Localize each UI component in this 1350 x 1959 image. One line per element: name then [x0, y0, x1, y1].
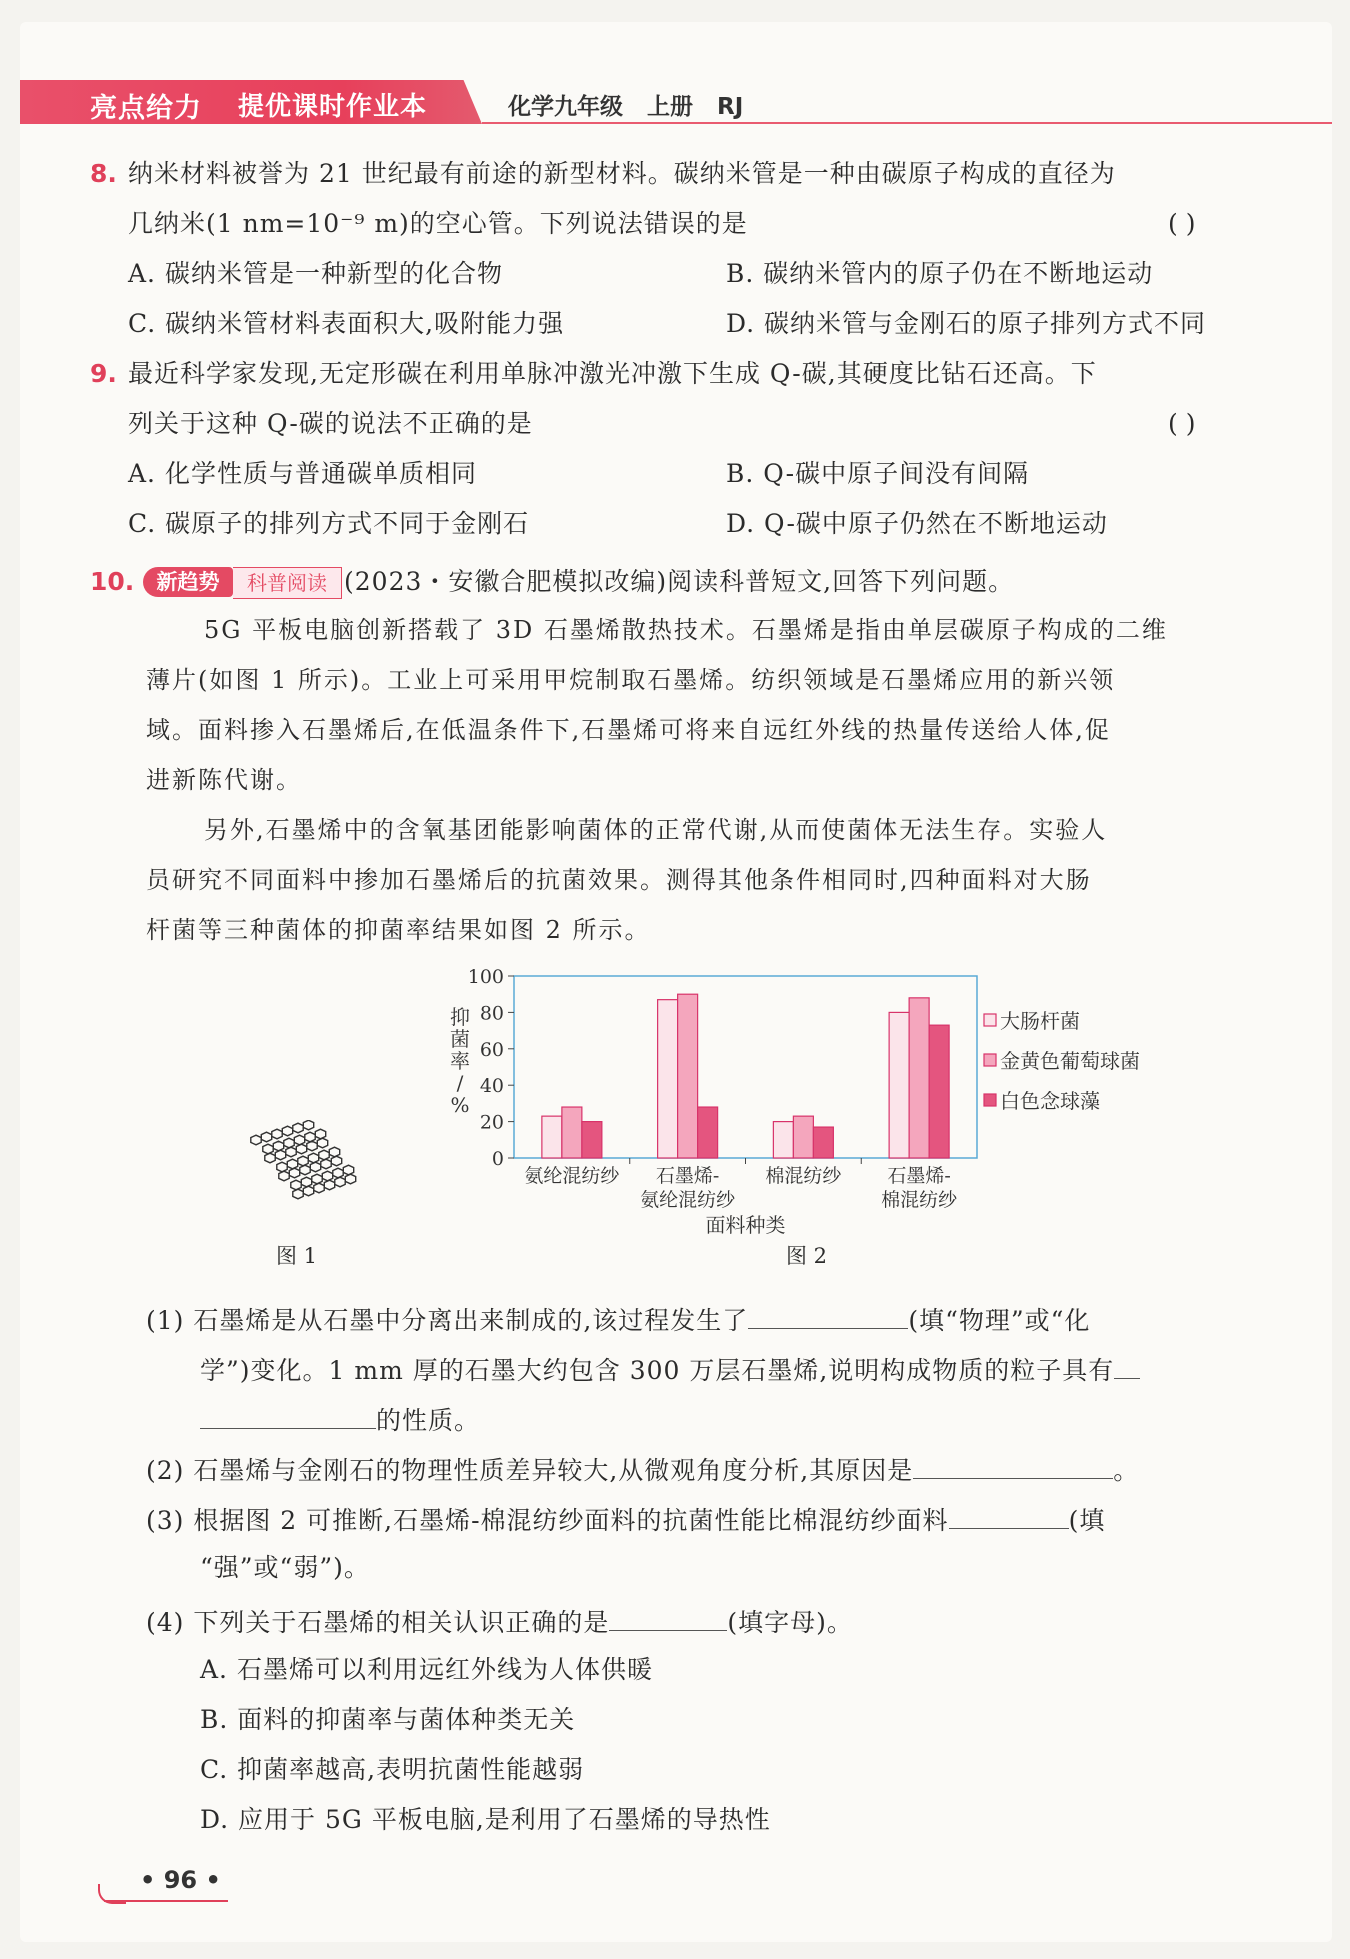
y-tick-label: 40 — [479, 1075, 504, 1098]
fig1-caption: 图 1 — [276, 1244, 318, 1268]
page-number: • 96 • — [140, 1866, 221, 1894]
q9-stem-line2: 列关于这种 Q-碳的说法不正确的是 — [128, 409, 533, 438]
q10-para1-line1: 5G 平板电脑创新搭载了 3D 石墨烯散热技术。石墨烯是指由单层碳原子构成的二维 — [204, 616, 1168, 644]
lattice-hexagon — [315, 1129, 325, 1139]
sub1-blank-2a[interactable] — [1114, 1352, 1140, 1379]
lattice-hexagon — [289, 1168, 299, 1178]
sub4-option-d: D. 应用于 5G 平板电脑,是利用了石墨烯的导热性 — [200, 1805, 771, 1834]
sub2-line: (2) 石墨烯与金刚石的物理性质差异较大,从微观角度分析,其原因是 。 — [146, 1452, 1139, 1487]
lattice-hexagon — [282, 1126, 292, 1136]
lattice-hexagon — [301, 1177, 311, 1187]
lattice-hexagon — [307, 1141, 317, 1151]
x-tick-label: 氨纶混纺纱 — [640, 1189, 736, 1211]
lattice-hexagon — [343, 1165, 353, 1175]
lattice-hexagon — [298, 1156, 308, 1166]
lattice-hexagon — [294, 1135, 304, 1145]
lattice-hexagon — [296, 1144, 306, 1154]
bar-1-2 — [698, 1107, 718, 1158]
q10-stem: (2023・安徽合肥模拟改编)阅读科普短文,回答下列问题。 — [344, 567, 1015, 596]
bar-3-0 — [889, 1012, 909, 1158]
y-tick-label: 100 — [467, 966, 504, 988]
footer-rule — [104, 1900, 228, 1902]
sub2-blank[interactable] — [913, 1452, 1113, 1479]
lattice-hexagon — [284, 1138, 294, 1148]
lattice-hexagon — [265, 1153, 275, 1163]
bar-3-1 — [909, 998, 929, 1158]
sub3-line2: “强”或“弱”)。 — [200, 1553, 370, 1582]
lattice-hexagon — [331, 1156, 341, 1166]
lattice-hexagon — [314, 1183, 324, 1193]
sub1-line1: (1) 石墨烯是从石墨中分离出来制成的,该过程发生了 (填“物理”或“化 — [146, 1302, 1090, 1337]
q8-number: 8. — [90, 159, 117, 188]
q10-para1-line3: 域。面料掺入石墨烯后,在低温条件下,石墨烯可将来自远红外线的热量传送给人体,促 — [146, 716, 1111, 744]
q9-stem-line1: 最近科学家发现,无定形碳在利用单脉冲激光冲激下生成 Q-碳,其硬度比钻石还高。下 — [128, 359, 1097, 388]
lattice-hexagon — [329, 1147, 339, 1157]
sub3-line1: (3) 根据图 2 可推断,石墨烯-棉混纺纱面料的抗菌性能比棉混纺纱面料 (填 — [146, 1502, 1105, 1537]
y-tick-label: 0 — [491, 1148, 504, 1170]
q9-option-b: B. Q-碳中原子间没有间隔 — [726, 459, 1030, 488]
legend-swatch-0 — [984, 1014, 996, 1026]
lattice-hexagon — [345, 1174, 355, 1184]
q10-para2-line2: 员研究不同面料中掺加石墨烯后的抗菌效果。测得其他条件相同时,四种面料对大肠 — [146, 866, 1092, 894]
q9-option-d: D. Q-碳中原子仍然在不断地运动 — [726, 509, 1108, 538]
lattice-hexagon — [322, 1171, 332, 1181]
q9-option-a: A. 化学性质与普通碳单质相同 — [128, 459, 477, 488]
sub1-blank-2b[interactable] — [200, 1402, 376, 1429]
x-tick-label: 石墨烯- — [887, 1165, 951, 1187]
bar-3-2 — [929, 1025, 949, 1158]
q8-stem-line2: 几纳米(1 nm=10⁻⁹ m)的空心管。下列说法错误的是 — [128, 209, 748, 238]
q10-para2-line3: 杆菌等三种菌体的抑菌率结果如图 2 所示。 — [146, 916, 651, 944]
q10-kind-tag: 科普阅读 — [233, 567, 342, 599]
q8-option-b: B. 碳纳米管内的原子仍在不断地运动 — [726, 259, 1154, 288]
y-tick-label: 80 — [479, 1002, 504, 1025]
bar-0-0 — [542, 1116, 562, 1158]
bar-2-1 — [793, 1116, 813, 1158]
lattice-hexagon — [272, 1129, 282, 1139]
lattice-hexagon — [261, 1132, 271, 1142]
legend-label-2: 白色念球藻 — [1000, 1089, 1100, 1113]
q10-number: 10. — [90, 567, 135, 596]
sub1-blank-1[interactable] — [748, 1302, 908, 1329]
bar-2-2 — [813, 1127, 833, 1158]
sub4-option-c: C. 抑菌率越高,表明抗菌性能越弱 — [200, 1755, 585, 1784]
q9-option-c: C. 碳原子的排列方式不同于金刚石 — [128, 509, 530, 538]
lattice-hexagon — [291, 1180, 301, 1190]
lattice-hexagon — [300, 1165, 310, 1175]
lattice-hexagon — [303, 1186, 313, 1196]
sub4-option-b: B. 面料的抑菌率与菌体种类无关 — [200, 1705, 576, 1734]
x-axis-label: 面料种类 — [705, 1213, 786, 1237]
q8-option-d: D. 碳纳米管与金刚石的原子排列方式不同 — [726, 309, 1207, 338]
q9-number: 9. — [90, 359, 117, 388]
legend-label-0: 大肠杆菌 — [1000, 1009, 1080, 1033]
q10-para1-line4: 进新陈代谢。 — [146, 766, 302, 794]
bar-1-1 — [678, 994, 698, 1158]
sub1-line3: 的性质。 — [200, 1402, 480, 1437]
lattice-hexagon — [273, 1141, 283, 1151]
legend-label-1: 金黄色葡萄球菌 — [1000, 1049, 1140, 1073]
lattice-hexagon — [333, 1168, 343, 1178]
graphene-lattice-figure — [236, 1120, 366, 1240]
y-axis-label: 抑菌率/ % — [450, 1005, 470, 1117]
lattice-hexagon — [303, 1120, 313, 1130]
legend-swatch-1 — [984, 1054, 996, 1066]
lattice-hexagon — [312, 1174, 322, 1184]
y-tick-label: 60 — [479, 1038, 504, 1061]
y-tick-label: 20 — [479, 1111, 504, 1134]
x-tick-label: 石墨烯- — [655, 1165, 720, 1187]
sub3-blank[interactable] — [949, 1502, 1069, 1529]
bar-0-2 — [582, 1122, 602, 1158]
lattice-hexagon — [279, 1171, 289, 1181]
x-tick-label: 棉混纺纱 — [765, 1165, 842, 1187]
lattice-hexagon — [293, 1189, 303, 1199]
lattice-hexagon — [308, 1153, 318, 1163]
q9-answer-paren: ( ) — [1168, 409, 1196, 438]
lattice-hexagon — [286, 1147, 296, 1157]
bar-2-0 — [773, 1122, 793, 1158]
lattice-hexagon — [293, 1123, 303, 1133]
lattice-hexagon — [263, 1144, 273, 1154]
legend-swatch-2 — [984, 1094, 996, 1106]
q10-para2-line1: 另外,石墨烯中的含氧基团能影响菌体的正常代谢,从而使菌体无法生存。实验人 — [204, 816, 1108, 844]
lattice-hexagon — [251, 1135, 261, 1145]
lattice-hexagon — [319, 1150, 329, 1160]
fig2-caption: 图 2 — [786, 1244, 828, 1268]
header-brand: 亮点给力 — [90, 93, 202, 124]
sub4-blank[interactable] — [609, 1604, 727, 1631]
x-tick-label: 氨纶混纺纱 — [524, 1165, 620, 1187]
sub4-line: (4) 下列关于石墨烯的相关认识正确的是 (填字母)。 — [146, 1604, 853, 1639]
sub1-line2: 学”)变化。1 mm 厚的石墨大约包含 300 万层石墨烯,说明构成物质的粒子具有 — [200, 1352, 1140, 1387]
q10-trend-tag: 新趋势 — [143, 567, 233, 597]
antibacterial-bar-chart — [430, 958, 1190, 1240]
q8-option-a: A. 碳纳米管是一种新型的化合物 — [128, 259, 503, 288]
bar-0-1 — [562, 1107, 582, 1158]
header-subject-info: 化学九年级 上册 RJ — [508, 94, 744, 120]
q8-option-c: C. 碳纳米管材料表面积大,吸附能力强 — [128, 309, 565, 338]
lattice-hexagon — [305, 1132, 315, 1142]
lattice-hexagon — [335, 1177, 345, 1187]
q8-answer-paren: ( ) — [1168, 209, 1196, 238]
header-rule — [482, 122, 1332, 124]
q10-para1-line2: 薄片(如图 1 所示)。工业上可采用甲烷制取石墨烯。纺织领域是石墨烯应用的新兴领 — [146, 666, 1116, 694]
sub4-option-a: A. 石墨烯可以利用远红外线为人体供暖 — [200, 1655, 653, 1684]
header-series: 提优课时作业本 — [238, 92, 428, 122]
lattice-hexagon — [287, 1159, 297, 1169]
lattice-hexagon — [321, 1159, 331, 1169]
lattice-hexagon — [275, 1150, 285, 1160]
q8-stem-line1: 纳米材料被誉为 21 世纪最有前途的新型材料。碳纳米管是一种由碳原子构成的直径为 — [128, 159, 1116, 188]
lattice-hexagon — [310, 1162, 320, 1172]
lattice-hexagon — [277, 1162, 287, 1172]
lattice-hexagon — [317, 1138, 327, 1148]
bar-1-0 — [658, 1000, 678, 1158]
x-tick-label: 棉混纺纱 — [881, 1189, 958, 1211]
lattice-hexagon — [324, 1180, 334, 1190]
